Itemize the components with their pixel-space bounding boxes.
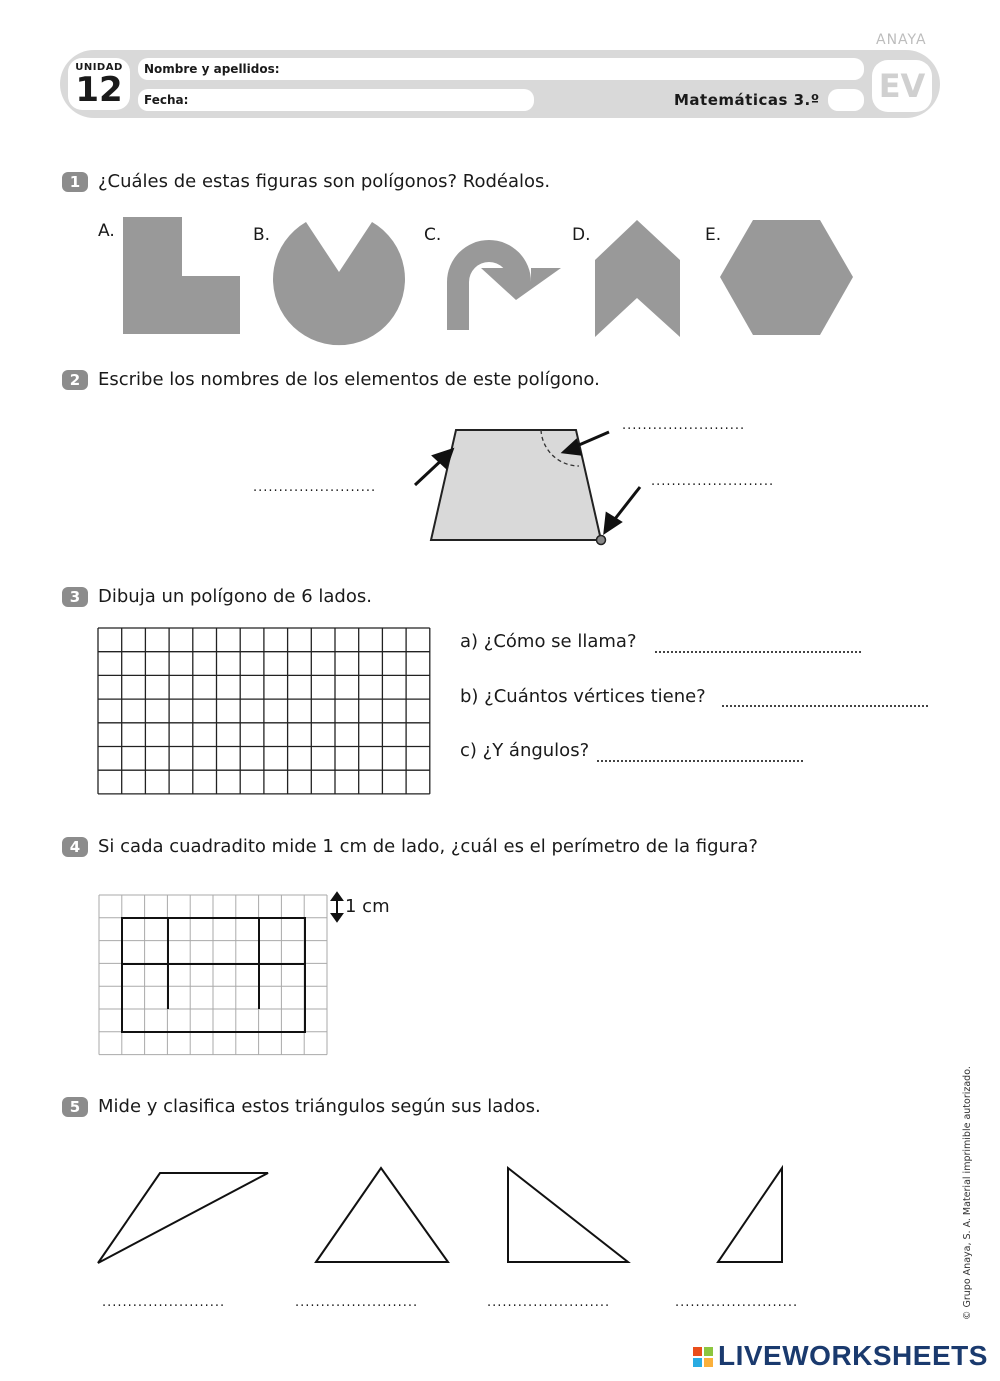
unit-arrow-icon (332, 893, 342, 921)
name-label: Nombre y apellidos: (144, 62, 280, 76)
unit-label: UNIDAD (75, 62, 123, 73)
triangle-right (508, 1168, 628, 1262)
chevron-shape-icon[interactable] (595, 220, 680, 337)
hexagon-icon[interactable] (720, 220, 853, 335)
shape-b-label: B. (253, 225, 271, 245)
question-5-text: Mide y clasifica estos triángulos según sus lados. (98, 1096, 541, 1117)
l-shape-icon[interactable] (123, 217, 240, 334)
question-4-number: 4 (62, 837, 88, 857)
triangle-right-small (718, 1168, 782, 1262)
question-3b-text: b) ¿Cuántos vértices tiene? (460, 686, 706, 707)
answer-blank-triangle-4[interactable]: ........................ (675, 1295, 799, 1310)
shape-a-label: A. (98, 221, 115, 241)
shape-c-label: C. (424, 225, 442, 245)
question-3a-text: a) ¿Cómo se llama? (460, 631, 637, 652)
drawing-grid[interactable] (98, 628, 430, 794)
curved-arrow-icon[interactable] (447, 240, 561, 330)
answer-blank-angle[interactable]: ........................ (622, 418, 746, 433)
vertex-dot (597, 536, 606, 545)
answer-blank-vertex[interactable]: ........................ (651, 474, 775, 489)
unit-length-label: 1 cm (345, 896, 390, 917)
question-3c-text: c) ¿Y ángulos? (460, 740, 590, 761)
publisher-logo: ANAYA (876, 32, 927, 48)
question-2-number: 2 (62, 370, 88, 390)
copyright-note: © Grupo Anaya, S. A. Material imprimible autorizado. (962, 1066, 973, 1320)
answer-3c-line[interactable] (597, 760, 803, 762)
liveworksheets-logo-icon (693, 1347, 713, 1367)
footer-brand: LIVEWORKSHEETS (718, 1340, 988, 1371)
triangle-isosceles (316, 1168, 448, 1262)
question-3-number: 3 (62, 587, 88, 607)
ev-badge: EV (872, 60, 932, 112)
question-2-text: Escribe los nombres de los elementos de este polígono. (98, 369, 600, 390)
answer-blank-triangle-1[interactable]: ........................ (102, 1295, 226, 1310)
unit-number: 12 (75, 70, 123, 110)
subject-title: Matemáticas 3.º (674, 91, 820, 109)
arrow-to-vertex (605, 487, 640, 532)
answer-3a-line[interactable] (655, 651, 861, 653)
triangle-scalene-obtuse (98, 1173, 268, 1263)
shape-d-label: D. (572, 225, 591, 245)
question-1-number: 1 (62, 172, 88, 192)
answer-blank-triangle-2[interactable]: ........................ (295, 1295, 419, 1310)
answer-blank-triangle-3[interactable]: ........................ (487, 1295, 611, 1310)
date-label: Fecha: (144, 93, 189, 107)
answer-blank-side[interactable]: ........................ (253, 480, 377, 495)
question-1-text: ¿Cuáles de estas figuras son polígonos? Rodéalos. (98, 171, 551, 192)
pacman-circle-icon[interactable] (273, 222, 405, 345)
question-3-text: Dibuja un polígono de 6 lados. (98, 586, 372, 607)
answer-3b-line[interactable] (722, 705, 928, 707)
question-4-text: Si cada cuadradito mide 1 cm de lado, ¿cuál es el perímetro de la figura? (98, 836, 758, 857)
shape-e-label: E. (705, 225, 722, 245)
question-5-number: 5 (62, 1097, 88, 1117)
